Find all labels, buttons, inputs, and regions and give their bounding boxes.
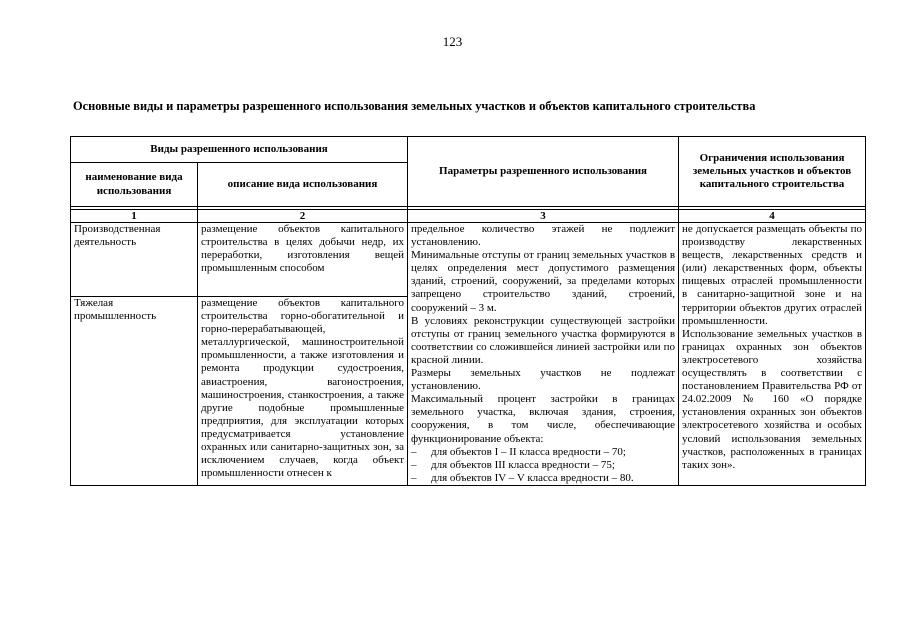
header-name: наименование вида использования bbox=[71, 163, 198, 207]
header-description: описание вида использования bbox=[198, 163, 408, 207]
column-number: 4 bbox=[679, 210, 866, 223]
list-item bbox=[411, 472, 675, 485]
restriction-text: Использование земельных участков в границах охранных зон объектов электросетевого хозяйства осуществлять в соответствии с постановлением Правительства РФ от 24.02.2009 № 160 «О порядке установления охранных зон объектов электросетевого хозяйства и особых условий использования земельных участков, расположенных в границах таких зон». bbox=[682, 327, 863, 471]
list-item bbox=[411, 459, 675, 472]
restriction-text: не допускается размещать объекты по производству лекарственных веществ, лекарственных средств и (или) лекарственных форм, объекты пищевых отраслей промышленности в санитарно-защитной зоне и на территории объектов других отраслей промышленности. bbox=[682, 223, 863, 327]
parameters-cell bbox=[408, 223, 679, 486]
column-number: 1 bbox=[71, 210, 198, 223]
use-description: размещение объектов капитального строительства в целях добычи недр, их переработки, изготовления вещей промышленным способом bbox=[198, 223, 408, 297]
column-number: 3 bbox=[408, 210, 679, 223]
table-row bbox=[71, 223, 866, 297]
parameter-text: Максимальный процент застройки в границах земельного участка, включая здания, строения, сооружения, в том числе, обеспечивающие функционирование объекта: bbox=[411, 393, 676, 445]
column-number: 2 bbox=[198, 210, 408, 223]
parameter-text: В условиях реконструкции существующей застройки отступы от границ земельного участка формируются в соответствии со сложившейся линией застройки или по красной линии. bbox=[411, 314, 676, 366]
use-name: Тяжелая промышленность bbox=[71, 297, 198, 486]
parameter-text: предельное количество этажей не подлежит установлению. bbox=[411, 223, 676, 249]
parameter-text: Минимальные отступы от границ земельных участков в целях определения мест допустимого размещения зданий, строений, сооружений, за пределами которых запрещено строительство зданий, строений, сооружений – 3 м. bbox=[411, 249, 676, 314]
use-name: Производственная деятельность bbox=[71, 223, 198, 297]
list-dash: – bbox=[411, 445, 417, 458]
list-item bbox=[411, 446, 675, 459]
page-number: 123 bbox=[442, 34, 463, 49]
list-item-text: для объектов IV – V класса вредности – 80. bbox=[431, 471, 634, 484]
parameter-text: Размеры земельных участков не подлежат установлению. bbox=[411, 367, 676, 393]
list-item-text: для объектов III класса вредности – 75; bbox=[431, 458, 615, 471]
list-item-text: для объектов I – II класса вредности – 70; bbox=[431, 445, 626, 458]
header-use-types: Виды разрешенного использования bbox=[71, 137, 408, 163]
use-description: размещение объектов капитального строительства горно-обогатительной и горно-перерабатывающей, металлургической, машиностроительной промышленности, а также изготовления и ремонта продукции судостроения, авиастроения, вагоностроения, машиностроения, станкостроения, а также другие подобные промышленные предприятия, для эксплуатации которых предусматривается установление охранных или санитарно-защитных зон, за исключением случаев, когда объект промышленности отнесен к bbox=[198, 297, 408, 486]
restrictions-cell bbox=[679, 223, 866, 486]
header-parameters: Параметры разрешенного использования bbox=[408, 137, 679, 207]
document-title: Основные виды и параметры разрешенного использования земельных участков и объектов капитального строительства bbox=[73, 99, 756, 113]
list-dash: – bbox=[411, 458, 417, 471]
header-restrictions: Ограничения использования земельных участков и объектов капитального строительства bbox=[679, 137, 866, 207]
column-numbers-row bbox=[71, 210, 866, 223]
land-use-table bbox=[70, 136, 866, 486]
list-dash: – bbox=[411, 471, 417, 484]
